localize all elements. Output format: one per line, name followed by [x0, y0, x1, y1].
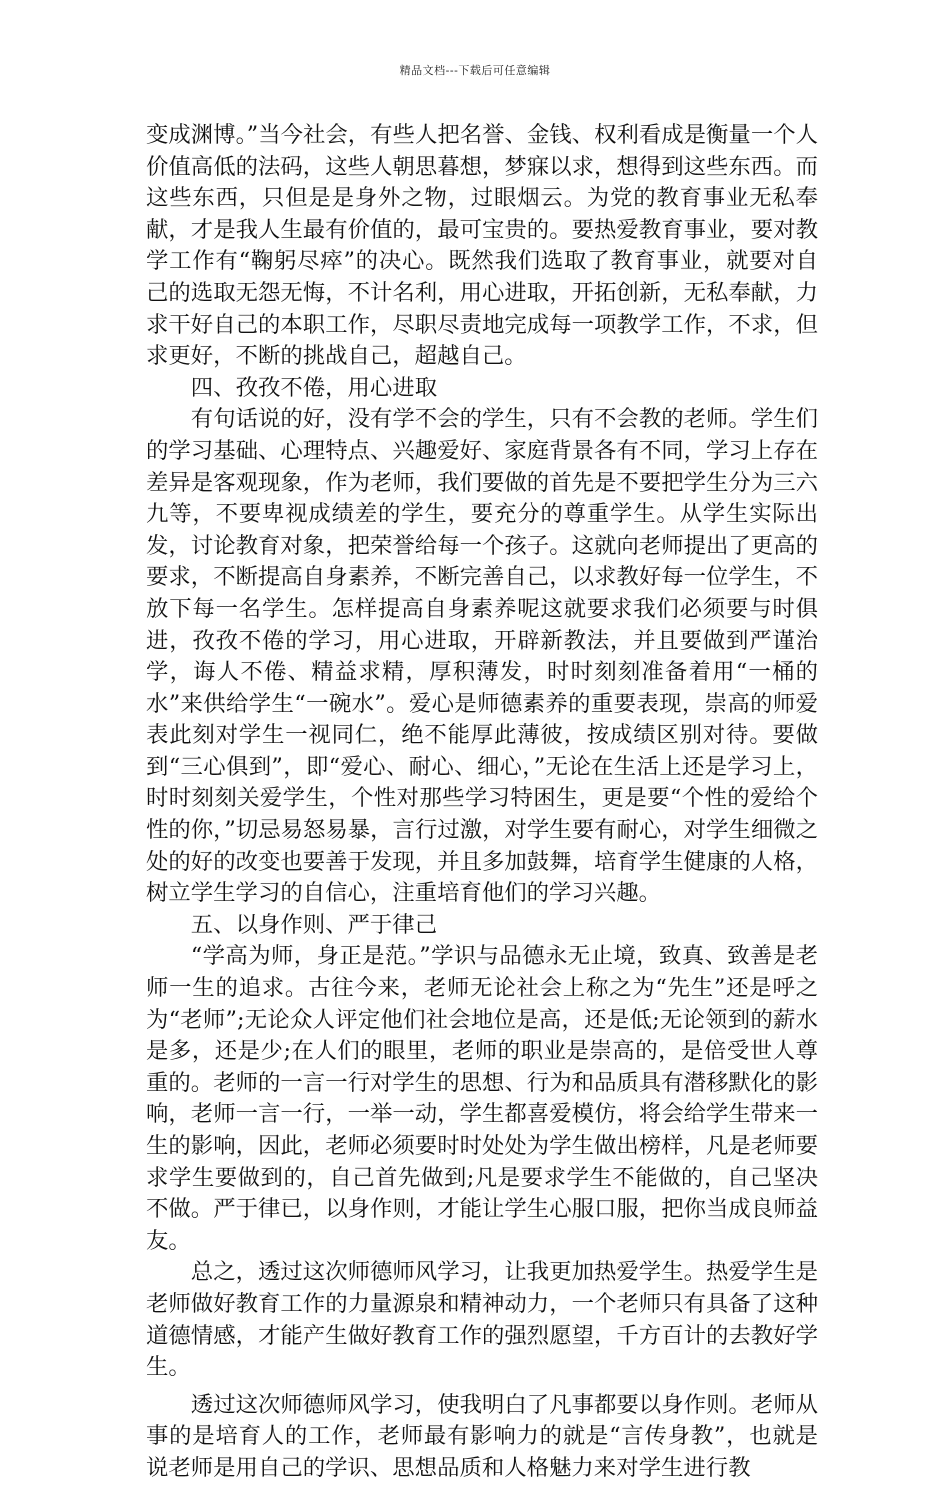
- document-body: [146, 120, 818, 1485]
- paragraph: 透过这次师德师风学习，使我明白了凡事都要以身作则。老师从事的是培育人的工作，老师最有影响力的就是“言传身教”，也就是说老师是用自己的学识、思想品质和人格魅力来对学生进行教: [146, 1391, 818, 1481]
- paragraph-continued: 变成渊博。”当今社会，有些人把名誉、金钱、权利看成是衡量一个人价值高低的法码，这些人朝思暮想，梦寐以求，想得到这些东西。而这些东西，只但是是身外之物，过眼烟云。为党的教育事业无私奉献，才是我人生最有价值的，最可宝贵的。要热爱教育事业，要对教学工作有“鞠躬尽瘁”的决心。既然我们选取了教育事业，就要对自己的选取无怨无悔，不计名利，用心进取，开拓创新，无私奉献，力求干好自己的本职工作，尽职尽责地完成每一项教学工作，不求，但求更好，不断的挑战自己，超越自己。: [146, 122, 818, 370]
- paragraph: 总之，透过这次师德师风学习，让我更加热爱学生。热爱学生是老师做好教育工作的力量源泉和精神动力，一个老师只有具备了这种道德情感，才能产生做好教育工作的强烈愿望，千方百计的去教好学生。: [146, 1259, 818, 1381]
- page-header: 精品文档---下载后可任意编辑: [399, 64, 551, 77]
- section-heading-5: 五、以身作则、严于律己: [190, 911, 438, 938]
- section-heading-4: 四、孜孜不倦，用心进取: [190, 374, 438, 401]
- paragraph: 有句话说的好，没有学不会的学生，只有不会教的老师。学生们的学习基础、心理特点、兴趣爱好、家庭背景各有不同，学习上存在差异是客观现象，作为老师，我们要做的首先是不要把学生分为三六九等，不要卑视成绩差的学生，要充分的尊重学生。从学生实际出发，讨论教育对象，把荣誉给每一个孩子。这就向老师提出了更高的要求，不断提高自身素养，不断完善自己，以求教好每一位学生，不放下每一名学生。怎样提高自身素养呢这就要求我们必须要与时俱进，孜孜不倦的学习，用心进取，开辟新教法，并且要做到严谨治学，诲人不倦、精益求精，厚积薄发，时时刻刻准备着用“一桶的水”来供给学生“一碗水”。爱心是师德素养的重要表现，崇高的师爱表此刻对学生一视同仁，绝不能厚此薄彼，按成绩区别对待。要做到“三心俱到”，即“爱心、耐心、细心，”无论在生活上还是学习上，时时刻刻关爱学生，个性对那些学习特困生，更是要“个性的爱给个性的你，”切忌易怒易暴，言行过激，对学生要有耐心，对学生细微之处的好的改变也要善于发现，并且多加鼓舞，培育学生健康的人格，树立学生学习的自信心，注重培育他们的学习兴趣。: [146, 406, 818, 907]
- paragraph: “学高为师，身正是范。”学识与品德永无止境，致真、致善是老师一生的追求。古往今来，老师无论社会上称之为“先生”还是呼之为“老师”;无论众人评定他们社会地位是高，还是低;无论领到的薪水是多，还是少;在人们的眼里，老师的职业是崇高的，是倍受世人尊重的。老师的一言一行对学生的思想、行为和品质具有潜移默化的影响，老师一言一行，一举一动，学生都喜爱模仿，将会给学生带来一生的影响，因此，老师必须要时时处处为学生做出榜样，凡是老师要求学生要做到的，自己首先做到;凡是要求学生不能做的，自己坚决不做。严于律已，以身作则，才能让学生心服口服，把你当成良师益友。: [146, 943, 818, 1254]
